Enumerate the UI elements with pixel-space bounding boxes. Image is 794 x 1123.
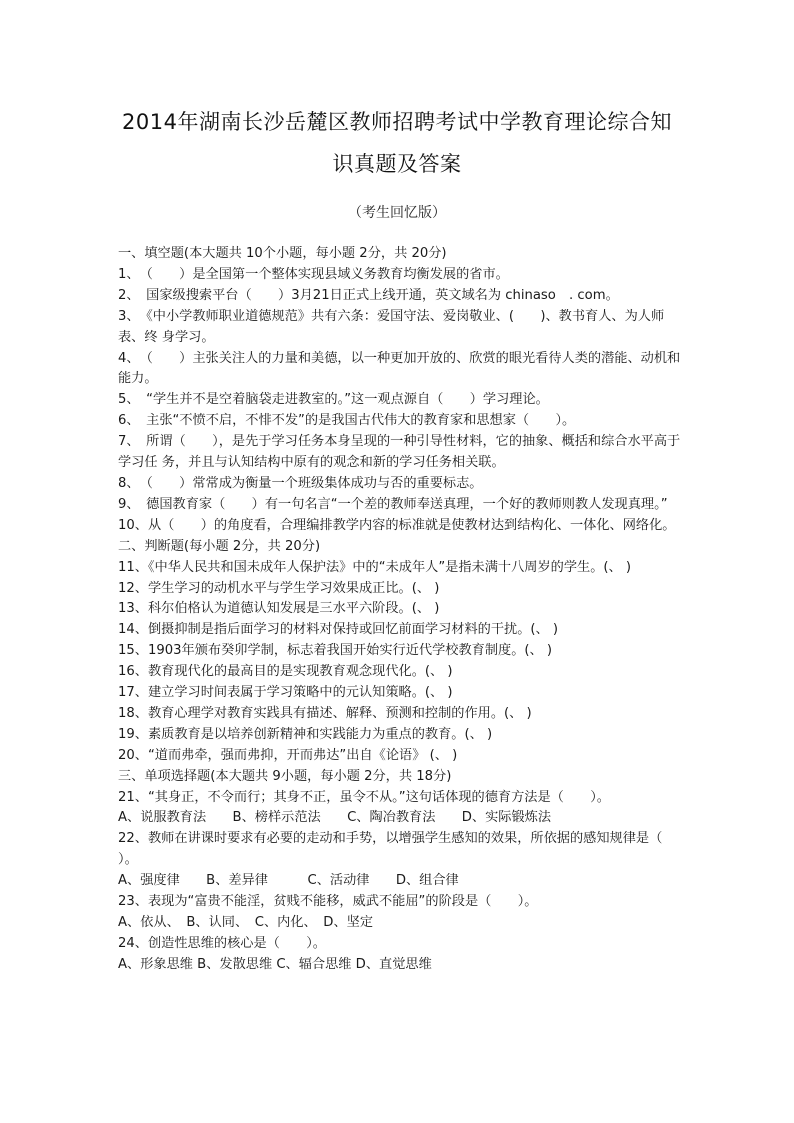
document-subtitle: （考生回忆版）: [348, 205, 446, 221]
question: 5、 “学生并不是空着脑袋走进教室的。”这一观点源自（ ）学习理论。: [118, 392, 549, 408]
question: 2、 国家级搜索平台（ ）3月21日正式上线开通，英文域名为 chinaso . com。: [118, 287, 619, 303]
question: 16、教育现代化的最高目的是实现教育观念现代化。(、 ): [118, 664, 453, 680]
question: 13、科尔伯格认为道德认知发展是三水平六阶段。(、 ): [118, 601, 440, 617]
section-heading: 一、填空题(本大题共 10个小题，每小题 2分，共 20分): [118, 246, 447, 261]
question: 21、“其身正，不令而行；其身不正，虽令不从。”这句话体现的德育方法是（ ）。: [118, 789, 610, 805]
document-title-line-2: 识真题及答案: [332, 152, 462, 176]
question: 22、教师在讲课时要求有必要的走动和手势，以增强学生感知的效果，所依据的感知规律是（ ）。: [118, 831, 689, 868]
question: 18、教育心理学对教育实践具有描述、解释、预测和控制的作用。(、 ): [118, 705, 532, 721]
question: 9、 德国教育家（ ）有一句名言“一个差的教师奉送真理，一个好的教师则教人发现真理。”: [118, 496, 668, 512]
question: 8、 （ ）常常成为衡量一个班级集体成功与否的重要标志。: [118, 475, 483, 491]
answer-options: A、强度律 B、差异律 C、活动律 D、组合律: [118, 873, 459, 889]
question: 7、 所谓（ ），是先于学习任务本身呈现的一种引导性材料，它的抽象、概括和综合水平高于学习任 务，并且与认知结构中原有的观念和新的学习任务相关联。: [118, 434, 681, 471]
question: 4、 （ ）主张关注人的力量和美德，以一种更加开放的、欣赏的眼光看待人类的潜能、动机和能力。: [118, 350, 681, 387]
document-body: [118, 244, 689, 976]
answer-options: A、依从、 B、认同、 C、内化、 D、坚定: [118, 915, 374, 930]
question: 3、 《中小学教师职业道德规范》共有六条：爱国守法、爱岗敬业、( )、教书育人、为人师表、终 身学习。: [118, 308, 665, 345]
question: 11、《中华人民共和国未成年人保护法》中的“未成年人”是指未满十八周岁的学生。(、 ): [118, 559, 632, 575]
section-heading: 二、判断题(每小题 2分，共 20分): [118, 538, 321, 554]
question: 1、 （ ）是全国第一个整体实现县域义务教育均衡发展的省市。: [118, 266, 509, 282]
question: 24、创造性思维的核心是（ ）。: [118, 935, 326, 951]
question: 12、学生学习的动机水平与学生学习效果成正比。(、 ): [118, 580, 440, 596]
question: 6、 主张“不愤不启，不悱不发”的是我国古代伟大的教育家和思想家（ ）。: [118, 413, 576, 429]
question: 19、素质教育是以培养创新精神和实践能力为重点的教育。(、 ): [118, 726, 493, 742]
question: 23、表现为“富贵不能淫，贫贱不能移，威武不能屈”的阶段是（ ）。: [118, 894, 538, 910]
document-title-line-1: 2014年湖南长沙岳麓区教师招聘考试中学教育理论综合知: [122, 110, 672, 134]
answer-options: A、说服教育法 B、榜样示范法 C、陶冶教育法 D、实际锻炼法: [118, 810, 552, 826]
answer-options: A、形象思维 B、发散思维 C、辐合思维 D、直觉思维: [118, 956, 432, 972]
question: 14、倒摄抑制是指后面学习的材料对保持或回忆前面学习材料的干扰。(、 ): [118, 622, 559, 638]
question: 20、“道而弗牵，强而弗抑，开而弗达”出自《论语》 (、 ): [118, 747, 458, 763]
section-heading: 三、单项选择题(本大题共 9小题，每小题 2分，共 18分): [118, 768, 452, 784]
question: 15、1903年颁布癸卯学制，标志着我国开始实行近代学校教育制度。(、 ): [118, 643, 553, 659]
question: 17、建立学习时间表属于学习策略中的元认知策略。(、 ): [118, 685, 453, 701]
question: 10、从（ ）的角度看，合理编排教学内容的标准就是使教材达到结构化、一体化、网络化。: [118, 517, 676, 533]
